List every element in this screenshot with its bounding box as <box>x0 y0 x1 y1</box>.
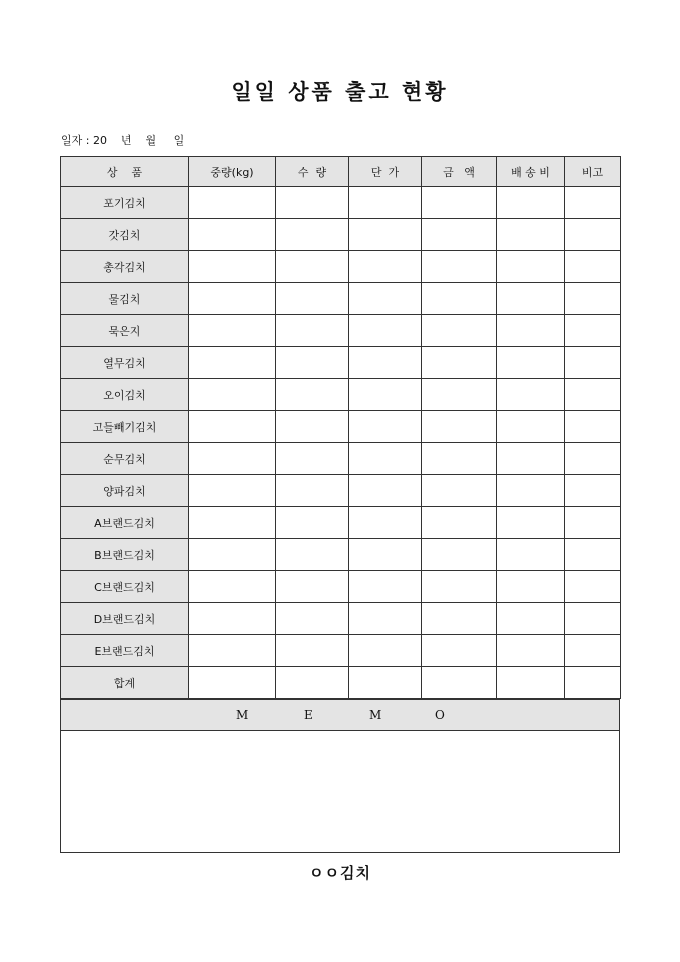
remarks-cell[interactable] <box>565 251 621 283</box>
memo-letter: M <box>236 708 249 722</box>
quantity-cell[interactable] <box>276 347 349 379</box>
table-row <box>61 603 621 635</box>
weight-cell[interactable] <box>189 475 276 507</box>
product-name: 합계 <box>61 667 189 699</box>
unit-price-cell[interactable] <box>349 635 422 667</box>
product-name: 총각김치 <box>61 251 189 283</box>
remarks-cell[interactable] <box>565 635 621 667</box>
header-row <box>61 157 621 187</box>
weight-cell[interactable] <box>189 315 276 347</box>
shipping-cell[interactable] <box>497 667 565 699</box>
date-line: 일자 : 20 년 월 일 <box>61 134 185 147</box>
unit-price-cell[interactable] <box>349 667 422 699</box>
amount-cell[interactable] <box>422 475 497 507</box>
table-row <box>61 219 621 251</box>
amount-cell[interactable] <box>422 251 497 283</box>
header-quantity: 수 량 <box>276 157 349 187</box>
unit-price-cell[interactable] <box>349 251 422 283</box>
amount-cell[interactable] <box>422 315 497 347</box>
amount-cell[interactable] <box>422 507 497 539</box>
quantity-cell[interactable] <box>276 315 349 347</box>
unit-price-cell[interactable] <box>349 507 422 539</box>
remarks-cell[interactable] <box>565 571 621 603</box>
shipping-cell[interactable] <box>497 379 565 411</box>
shipping-cell[interactable] <box>497 219 565 251</box>
table-row <box>61 507 621 539</box>
quantity-cell[interactable] <box>276 507 349 539</box>
remarks-cell[interactable] <box>565 315 621 347</box>
table-row <box>61 315 621 347</box>
quantity-cell[interactable] <box>276 379 349 411</box>
remarks-cell[interactable] <box>565 219 621 251</box>
amount-cell[interactable] <box>422 539 497 571</box>
product-name: 갓김치 <box>61 219 189 251</box>
quantity-cell[interactable] <box>276 635 349 667</box>
amount-cell[interactable] <box>422 379 497 411</box>
quantity-cell[interactable] <box>276 539 349 571</box>
unit-price-cell[interactable] <box>349 187 422 219</box>
shipping-cell[interactable] <box>497 603 565 635</box>
memo-header <box>60 699 620 731</box>
header-product: 상 품 <box>61 157 189 187</box>
product-name: 고들빼기김치 <box>61 411 189 443</box>
quantity-cell[interactable] <box>276 571 349 603</box>
remarks-cell[interactable] <box>565 507 621 539</box>
table-row <box>61 347 621 379</box>
weight-cell[interactable] <box>189 411 276 443</box>
weight-cell[interactable] <box>189 347 276 379</box>
product-name: 오이김치 <box>61 379 189 411</box>
quantity-cell[interactable] <box>276 251 349 283</box>
unit-price-cell[interactable] <box>349 539 422 571</box>
table-row <box>61 251 621 283</box>
shipping-cell[interactable] <box>497 411 565 443</box>
quantity-cell[interactable] <box>276 443 349 475</box>
product-name: 열무김치 <box>61 347 189 379</box>
header-unit-price: 단 가 <box>349 157 422 187</box>
shipping-cell[interactable] <box>497 251 565 283</box>
unit-price-cell[interactable] <box>349 603 422 635</box>
remarks-cell[interactable] <box>565 379 621 411</box>
weight-cell[interactable] <box>189 539 276 571</box>
quantity-cell[interactable] <box>276 187 349 219</box>
amount-cell[interactable] <box>422 443 497 475</box>
remarks-cell[interactable] <box>565 667 621 699</box>
quantity-cell[interactable] <box>276 283 349 315</box>
shipping-cell[interactable] <box>497 475 565 507</box>
memo-letter: M <box>369 708 382 722</box>
remarks-cell[interactable] <box>565 347 621 379</box>
table-row <box>61 283 621 315</box>
amount-cell[interactable] <box>422 187 497 219</box>
weight-cell[interactable] <box>189 283 276 315</box>
amount-cell[interactable] <box>422 635 497 667</box>
quantity-cell[interactable] <box>276 411 349 443</box>
remarks-cell[interactable] <box>565 539 621 571</box>
table-row <box>61 539 621 571</box>
weight-cell[interactable] <box>189 571 276 603</box>
weight-cell[interactable] <box>189 443 276 475</box>
table-row <box>61 475 621 507</box>
remarks-cell[interactable] <box>565 283 621 315</box>
unit-price-cell[interactable] <box>349 571 422 603</box>
memo-letter: O <box>435 708 445 722</box>
product-name: 물김치 <box>61 283 189 315</box>
remarks-cell[interactable] <box>565 187 621 219</box>
table-row <box>61 635 621 667</box>
product-name: A브랜드김치 <box>61 507 189 539</box>
amount-cell[interactable] <box>422 603 497 635</box>
weight-cell[interactable] <box>189 507 276 539</box>
product-name: C브랜드김치 <box>61 571 189 603</box>
unit-price-cell[interactable] <box>349 443 422 475</box>
shipping-cell[interactable] <box>497 539 565 571</box>
amount-cell[interactable] <box>422 283 497 315</box>
header-shipping: 배 송 비 <box>497 157 565 187</box>
header-weight: 중량(kg) <box>189 157 276 187</box>
shipping-cell[interactable] <box>497 187 565 219</box>
shipping-cell[interactable] <box>497 571 565 603</box>
product-name: E브랜드김치 <box>61 635 189 667</box>
shipping-cell[interactable] <box>497 315 565 347</box>
unit-price-cell[interactable] <box>349 219 422 251</box>
unit-price-cell[interactable] <box>349 347 422 379</box>
unit-price-cell[interactable] <box>349 283 422 315</box>
weight-cell[interactable] <box>189 187 276 219</box>
product-name: B브랜드김치 <box>61 539 189 571</box>
weight-cell[interactable] <box>189 251 276 283</box>
memo-letter: E <box>304 708 313 722</box>
amount-cell[interactable] <box>422 347 497 379</box>
product-name: 순무김치 <box>61 443 189 475</box>
remarks-cell[interactable] <box>565 475 621 507</box>
amount-cell[interactable] <box>422 219 497 251</box>
table-row <box>61 571 621 603</box>
weight-cell[interactable] <box>189 635 276 667</box>
header-remarks: 비고 <box>565 157 621 187</box>
shipping-cell[interactable] <box>497 283 565 315</box>
header-amount: 금 액 <box>422 157 497 187</box>
quantity-cell[interactable] <box>276 219 349 251</box>
weight-cell[interactable] <box>189 379 276 411</box>
weight-cell[interactable] <box>189 667 276 699</box>
weight-cell[interactable] <box>189 603 276 635</box>
shipment-table <box>60 156 621 699</box>
product-name: D브랜드김치 <box>61 603 189 635</box>
shipping-cell[interactable] <box>497 507 565 539</box>
unit-price-cell[interactable] <box>349 315 422 347</box>
remarks-cell[interactable] <box>565 411 621 443</box>
amount-cell[interactable] <box>422 411 497 443</box>
product-name: 묵은지 <box>61 315 189 347</box>
weight-cell[interactable] <box>189 219 276 251</box>
table-row <box>61 379 621 411</box>
unit-price-cell[interactable] <box>349 475 422 507</box>
table-row <box>61 443 621 475</box>
product-name: 포기김치 <box>61 187 189 219</box>
amount-cell[interactable] <box>422 571 497 603</box>
shipping-cell[interactable] <box>497 443 565 475</box>
shipping-cell[interactable] <box>497 347 565 379</box>
company-name: ㅇㅇ김치 <box>309 864 371 882</box>
page-title: 일일 상품 출고 현황 <box>231 79 449 104</box>
remarks-cell[interactable] <box>565 443 621 475</box>
quantity-cell[interactable] <box>276 667 349 699</box>
product-name: 양파김치 <box>61 475 189 507</box>
quantity-cell[interactable] <box>276 475 349 507</box>
table-row <box>61 667 621 699</box>
memo-area[interactable] <box>60 730 620 853</box>
unit-price-cell[interactable] <box>349 379 422 411</box>
amount-cell[interactable] <box>422 667 497 699</box>
table-row <box>61 187 621 219</box>
table-row <box>61 411 621 443</box>
remarks-cell[interactable] <box>565 603 621 635</box>
shipping-cell[interactable] <box>497 635 565 667</box>
quantity-cell[interactable] <box>276 603 349 635</box>
unit-price-cell[interactable] <box>349 411 422 443</box>
